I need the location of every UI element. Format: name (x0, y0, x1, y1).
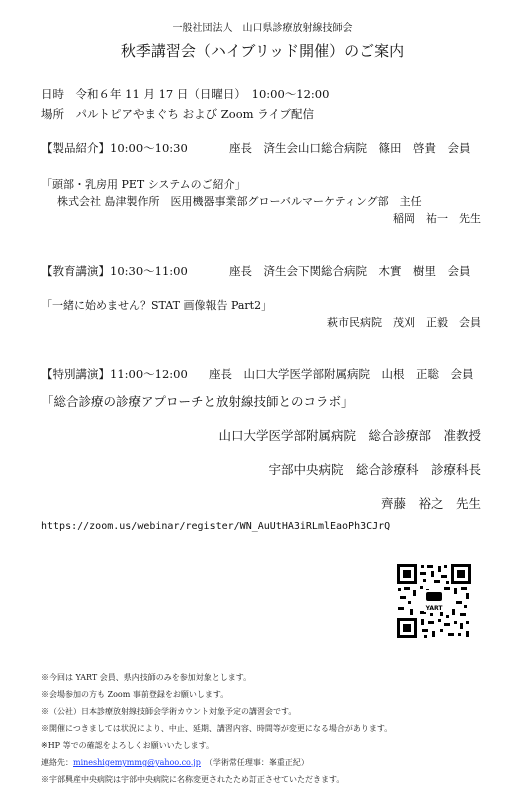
section3-talk-title: 「総合診療の診療アプローチと放射線技師とのコラボ」 (41, 394, 354, 409)
qr-code-icon (396, 563, 472, 639)
section3-header (41, 366, 481, 382)
page-title: 秋季講習会（ハイブリッド開催）のご案内 (120, 42, 405, 60)
contact-prefix: 連絡先： (41, 758, 73, 767)
section2-chair: 座長 済生会下関総合病院 木實 樹里 会員 (229, 264, 471, 278)
event-datetime: 日時 令和６年 11 月 17 日（日曜日） 10:00～12:00 (41, 87, 330, 101)
section1-heading: 【製品紹介】10:00～10:30 (41, 141, 188, 155)
section2-heading: 【教育講演】10:30～11:00 (41, 264, 188, 278)
section3-heading: 【特別講演】11:00～12:00 (41, 367, 188, 381)
organizer: 一般社団法人 山口県診療放射線技師会 (172, 23, 353, 34)
note-2: ※会場参加の方も Zoom 事前登録をお願いします。 (41, 690, 229, 699)
qr-label: YART (425, 605, 443, 612)
section1-chair: 座長 済生会山口総合病院 篠田 啓貴 会員 (229, 141, 471, 155)
section3-affiliation2: 宇部中央病院 総合診療科 診療科長 (268, 462, 481, 477)
zoom-registration-link[interactable]: https://zoom.us/webinar/register/WN_AuUtHA3iRLmlEaoPh3CJrQ (41, 521, 391, 532)
note-6: ※宇部興産中央病院は宇部中央病院に名称変更されたため訂正させていただきます。 (41, 775, 345, 784)
contact-suffix: （学術常任理事：峯重正紀） (208, 758, 309, 767)
contact-line (41, 757, 309, 768)
note-4: ※開催につきましては状況により、中止、延期、講習内容、時間等が変更になる場合があります。 (41, 724, 393, 733)
note-5: ※HP 等での確認をよろしくお願いいたします。 (41, 741, 214, 750)
section3-chair: 座長 山口大学医学部附属病院 山根 正聡 会員 (209, 367, 474, 381)
section2-header (41, 263, 481, 279)
section2-speaker: 萩市民病院 茂刈 正毅 会員 (327, 316, 481, 329)
section1-talk-title: 「頭部・乳房用 PET システムのご紹介」 (41, 178, 246, 191)
note-3: ※（公社）日本診療放射線技師会学術カウント対象予定の講習会です。 (41, 707, 297, 716)
note-1: ※今回は YART 会員、県内技師のみを参加対象とします。 (41, 673, 252, 682)
section3-speaker: 齊藤 裕之 先生 (380, 496, 481, 511)
section1-header (41, 140, 481, 156)
section3-affiliation1: 山口大学医学部附属病院 総合診療部 准教授 (218, 428, 481, 443)
event-venue: 場所 パルトピアやまぐち および Zoom ライブ配信 (41, 107, 315, 121)
section2-talk-title: 「一緒に始めません？STAT 画像報告 Part2」 (41, 299, 273, 312)
section1-affiliation: 株式会社 島津製作所 医用機器事業部グローバルマーケティング部 主任 (57, 195, 422, 208)
contact-email-link[interactable]: mineshigemymmg@yahoo.co.jp (73, 758, 201, 767)
section1-speaker: 稲岡 祐一 先生 (393, 212, 481, 225)
